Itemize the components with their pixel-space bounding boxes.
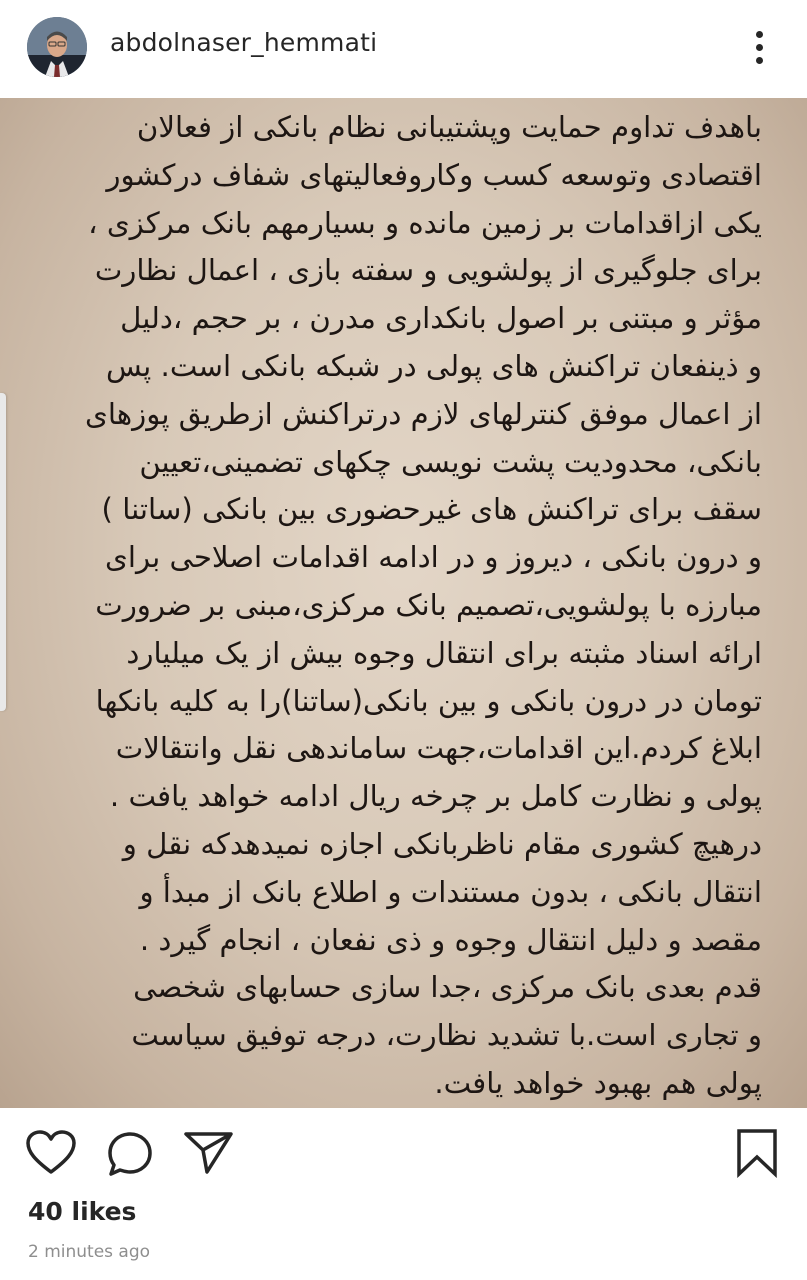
post-text-line: ارائه اسناد مثبته برای انتقال وجوه بیش از یک میلیارد	[126, 635, 762, 670]
post-text-line: برای جلوگیری از پولشویی و سفته بازی ، اعمال نظارت	[94, 253, 762, 288]
post-timestamp: 2 minutes ago	[28, 1242, 151, 1262]
post-text-line: باهدف تداوم حمایت وپشتیبانی نظام بانکی از فعالان	[136, 110, 762, 144]
paper-plane-icon[interactable]	[183, 1130, 235, 1180]
action-bar	[0, 1108, 807, 1200]
post-header	[0, 0, 807, 98]
post-text-line: اقتصادی وتوسعه کسب وکاروفعالیتهای شفاف درکشور	[106, 157, 762, 192]
post-text-line: مقصد و دلیل انتقال وجوه و ذی نفعان ، انجام گیرد .	[139, 922, 762, 957]
heart-icon[interactable]	[25, 1130, 77, 1180]
post-text-line: یکی ازاقدامات بر زمین مانده و بسیارمهم بانک مرکزی ،	[88, 205, 762, 240]
post-text-line: پولی و نظارت کامل بر چرخه ریال ادامه خواهد یافت .	[109, 779, 762, 814]
post-text-line: تومان در درون بانکی و بین بانکی(ساتنا)را به کلیه بانکها	[95, 683, 762, 718]
side-scroll-handle[interactable]	[0, 393, 6, 711]
post-text-line: درهیچ کشوری مقام ناظربانکی اجازه نمیدهدکه نقل و	[122, 826, 762, 861]
post-text-line: مبارزه با پولشویی،تصمیم بانک مرکزی،مبنی بر ضرورت	[95, 587, 762, 622]
post-text-line: از اعمال موفق کنترلهای لازم درتراکنش ازطریق پوزهای	[85, 396, 762, 431]
likes-count[interactable]: 40 likes	[28, 1197, 137, 1226]
avatar[interactable]	[27, 17, 87, 77]
post-text	[52, 104, 762, 1108]
bookmark-icon[interactable]	[735, 1128, 779, 1182]
post-text-line: بانکی، محدودیت پشت نویسی چکهای تضمینی،تعیین	[139, 444, 762, 479]
post-text-line: و ذینفعان تراکنش های پولی در شبکه بانکی است. پس	[105, 348, 762, 383]
post-text-line: ابلاغ کردم.این اقدامات،جهت ساماندهی نقل وانتقالات	[115, 731, 762, 766]
post-text-line: مؤثر و مبتنی بر اصول بانکداری مدرن ، بر حجم ،دلیل	[120, 301, 762, 336]
comment-bubble-icon[interactable]	[106, 1130, 154, 1182]
post-text-line: سقف برای تراکنش های غیرحضوری بین بانکی (ساتنا )	[101, 492, 762, 527]
post-text-line: و تجاری است.با تشدید نظارت، درجه توفیق سیاست	[131, 1018, 762, 1053]
profile-photo	[27, 17, 87, 77]
post-text-line: قدم بعدی بانک مرکزی ،جدا سازی حسابهای شخصی	[133, 970, 762, 1005]
username[interactable]: abdolnaser_hemmati	[110, 28, 378, 57]
post-text-line: و درون بانکی ، دیروز و در ادامه اقدامات اصلاحی برای	[105, 540, 762, 575]
more-vertical-icon[interactable]	[744, 26, 774, 68]
post-text-line: انتقال بانکی ، بدون مستندات و اطلاع بانک از مبدأ و	[139, 874, 762, 909]
post-text-line: پولی هم بهبود خواهد یافت.	[434, 1065, 762, 1100]
post-image[interactable]	[0, 98, 807, 1108]
